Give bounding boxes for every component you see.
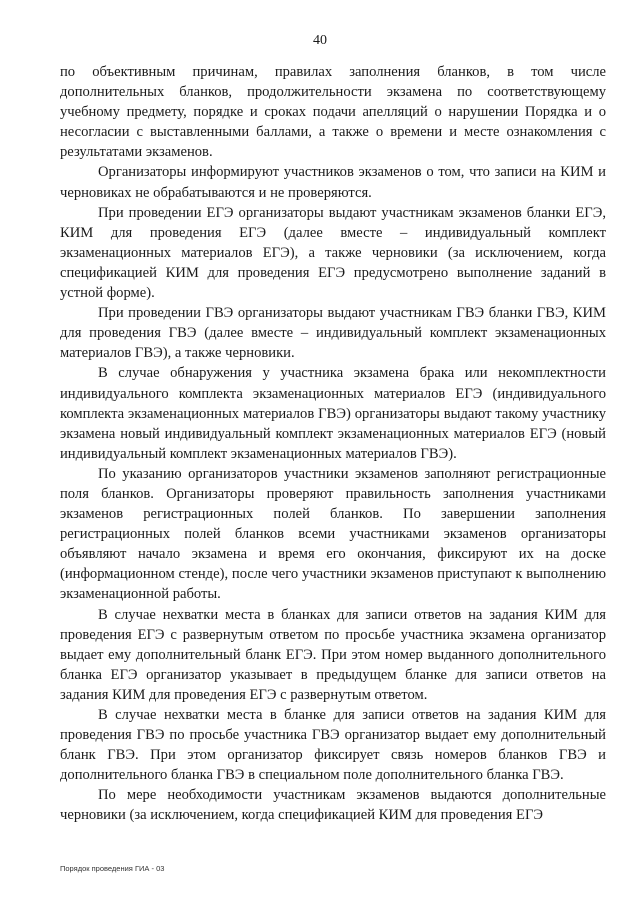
paragraph-7: В случае нехватки места в бланках для записи ответов на задания КИМ для проведения ЕГЭ с развернутым ответом по просьбе участника экзамена организатор выдает ему дополнительный бланк ЕГЭ. При этом номер выданного дополнительного бланка ЕГЭ организатор указывает в предыдущем бланке для записи ответов на задания КИМ для проведения ЕГЭ с развернутым ответом. xyxy=(60,606,606,703)
paragraph-3: При проведении ЕГЭ организаторы выдают участникам экзаменов бланки ЕГЭ, КИМ для проведения ЕГЭ (далее вместе – индивидуальный комплект экзаменационных материалов ЕГЭ), а также черновики (за исключением, когда спецификацией КИМ для проведения ЕГЭ предусмотрено выполнение заданий в устной форме). xyxy=(60,204,606,302)
body-text xyxy=(60,62,606,826)
paragraph-6: По указанию организаторов участники экзаменов заполняют регистрационные поля бланков. Организаторы проверяют правильность заполнения участниками экзаменов регистрационных полей бланков. По завершении заполнения регистрационных полей бланков всеми участниками экзаменов организаторы объявляют начало экзамена и время его окончания, фиксируют их на доске (информационном стенде), после чего участники экзаменов приступают к выполнению экзаменационной работы. xyxy=(60,465,606,603)
paragraph-9: По мере необходимости участникам экзаменов выдаются дополнительные черновики (за исключением, когда спецификацией КИМ для проведения ЕГЭ xyxy=(60,787,606,824)
paragraph-4: При проведении ГВЭ организаторы выдают участникам ГВЭ бланки ГВЭ, КИМ для проведения ГВЭ (далее вместе – индивидуальный комплект экзаменационных материалов ГВЭ), а также черновики. xyxy=(60,305,606,362)
paragraph-8: В случае нехватки места в бланке для записи ответов на задания КИМ для проведения ГВЭ по просьбе участника ГВЭ организатор выдает ему дополнительный бланк ГВЭ. При этом организатор фиксирует связь номеров бланков ГВЭ и дополнительного бланка ГВЭ в специальном поле дополнительного бланка ГВЭ. xyxy=(60,707,606,784)
footer-text: Порядок проведения ГИА - 03 xyxy=(60,864,165,873)
page-number: 40 xyxy=(313,33,327,48)
paragraph-1: по объективным причинам, правилах заполнения бланков, в том числе дополнительных бланков, продолжительности экзамена по соответствующему учебному предмету, порядке и сроках подачи апелляций о нарушении Порядка и о несогласии с выставленными баллами, а также о времени и месте ознакомления с результатами экзаменов. xyxy=(60,64,606,161)
paragraph-2: Организаторы информируют участников экзаменов о том, что записи на КИМ и черновиках не обрабатываются и не проверяются. xyxy=(60,164,606,201)
paragraph-5: В случае обнаружения у участника экзамена брака или некомплектности индивидуального комплекта экзаменационных материалов ЕГЭ (индивидуального комплекта экзаменационных материалов ГВЭ) организаторы выдают такому участнику экзамена новый индивидуальный комплект экзаменационных материалов ЕГЭ (новый индивидуальный комплект экзаменационных материалов ГВЭ). xyxy=(60,365,606,462)
